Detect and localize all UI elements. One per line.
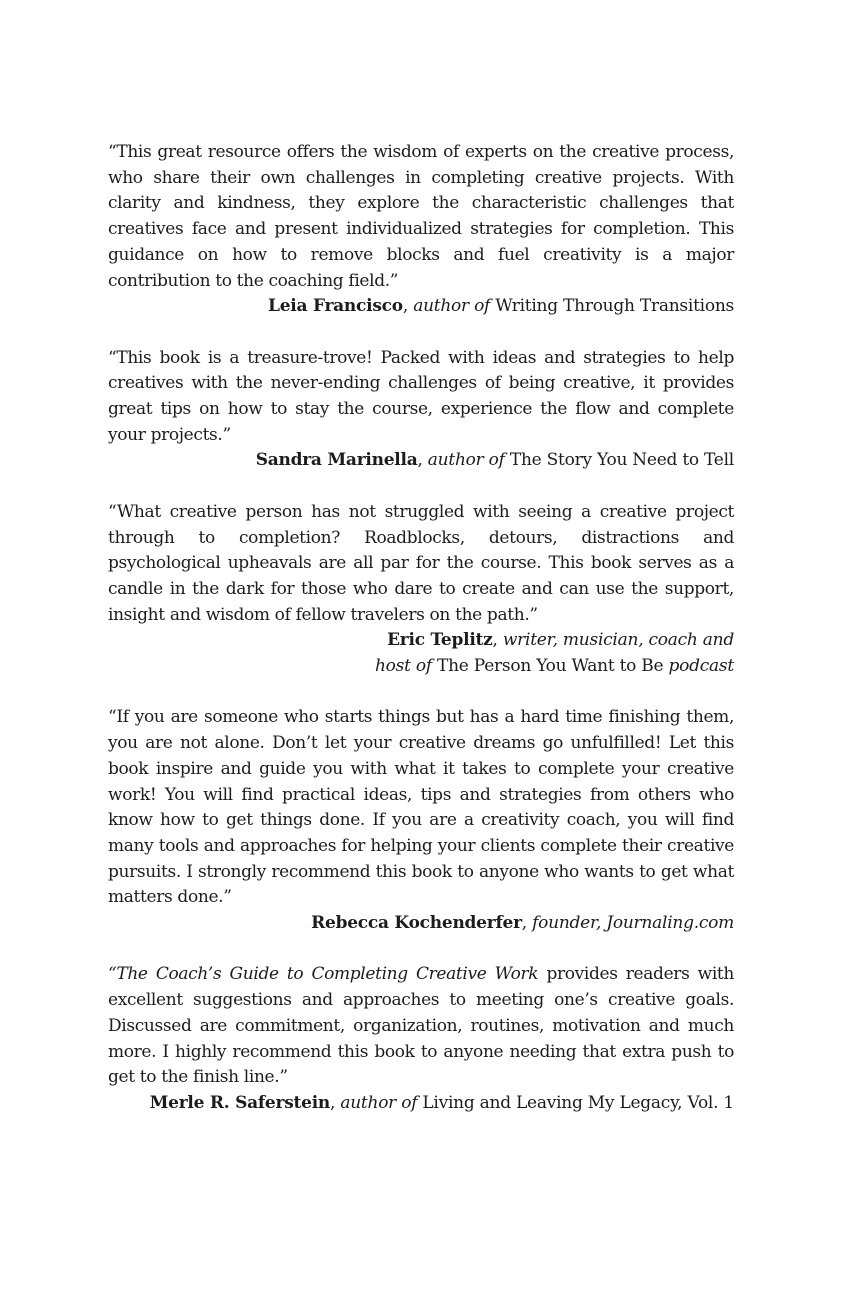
author-name: Leia Francisco	[268, 296, 403, 317]
testimonial-quote: “This book is a treasure-trove! Packed with ideas and strategies to help creatives with the never-ending challenges of being creative, it provides great tips on how to stay the course, experience the flow and complete your projects.”	[108, 347, 734, 445]
testimonial-attribution: Sandra Marinella, author of The Story You Need to Tell	[255, 450, 734, 471]
author-role: author of	[413, 296, 491, 317]
testimonial-quote-body: provides readers with excellent suggestions and approaches to meeting one’s creative goals. Discussed are commitment, organization, routines, motivation and much more. I highly recommend this book to anyone needing that extra push to get to the finish line.”	[108, 964, 735, 1088]
author-work-title: Writing Through Transitions	[495, 296, 734, 317]
author-name: Rebecca Kochenderfer	[311, 913, 522, 934]
testimonial-attribution-line-2	[108, 654, 734, 680]
author-role: author of	[340, 1092, 418, 1113]
testimonial-quote	[108, 962, 734, 1091]
author-work-title: The Story You Need to Tell	[509, 450, 734, 471]
testimonial	[108, 346, 734, 475]
testimonial-attribution: Eric Teplitz, writer, musician, coach and	[387, 630, 734, 651]
testimonial-attribution: Leia Francisco, author of Writing Through Transitions	[268, 296, 734, 317]
testimonial-quote: “This great resource offers the wisdom of experts on the creative process, who share their own challenges in completing creative projects. With clarity and kindness, they explore the characteristic challenges that creatives face and present individualized strategies for completion. This guidance on how to remove blocks and fuel creativity is a major contribution to the coaching field.”	[108, 142, 734, 291]
testimonial	[108, 962, 734, 1116]
author-name: Sandra Marinella	[255, 450, 418, 471]
author-name: Merle R. Saferstein	[149, 1092, 331, 1113]
author-role: writer, musician, coach and	[502, 630, 734, 651]
author-role: author of	[427, 450, 505, 471]
author-work-title: Living and Leaving My Legacy, Vol. 1	[422, 1092, 734, 1113]
testimonial-attribution: Rebecca Kochenderfer, founder, Journaling.com	[311, 913, 734, 934]
testimonial-quote: “What creative person has not struggled with seeing a creative project through to completion? Roadblocks, detours, distractions and psychological upheavals are all par for the course. This book serves as a candle in the dark for those who dare to create and can use the support, insight and wisdom of fellow travelers on the path.”	[108, 501, 734, 625]
testimonial-attribution: Merle R. Saferstein, author of Living and Leaving My Legacy, Vol. 1	[149, 1092, 734, 1113]
author-name: Eric Teplitz	[387, 630, 493, 651]
testimonial	[108, 140, 734, 320]
testimonial-quote: “If you are someone who starts things but has a hard time finishing them, you are not alone. Don’t let your creative dreams go unfulfilled! Let this book inspire and guide you with what it takes to complete your creative work! You will find practical ideas, tips and strategies from others who know how to get things done. If you are a creativity coach, you will find many tools and approaches for helping your clients complete their creative pursuits. I strongly recommend this book to anyone who wants to get what matters done.”	[108, 707, 734, 908]
quoted-book-title: “The Coach’s Guide to Completing Creative Work	[108, 964, 539, 985]
author-work-type: podcast	[668, 656, 734, 677]
author-work-title: The Person You Want to Be	[437, 656, 664, 677]
author-role: founder, Journaling.com	[532, 913, 734, 934]
testimonials-page	[108, 140, 734, 1142]
testimonial	[108, 500, 734, 680]
testimonial	[108, 705, 734, 936]
author-role-continued: host of	[374, 656, 432, 677]
